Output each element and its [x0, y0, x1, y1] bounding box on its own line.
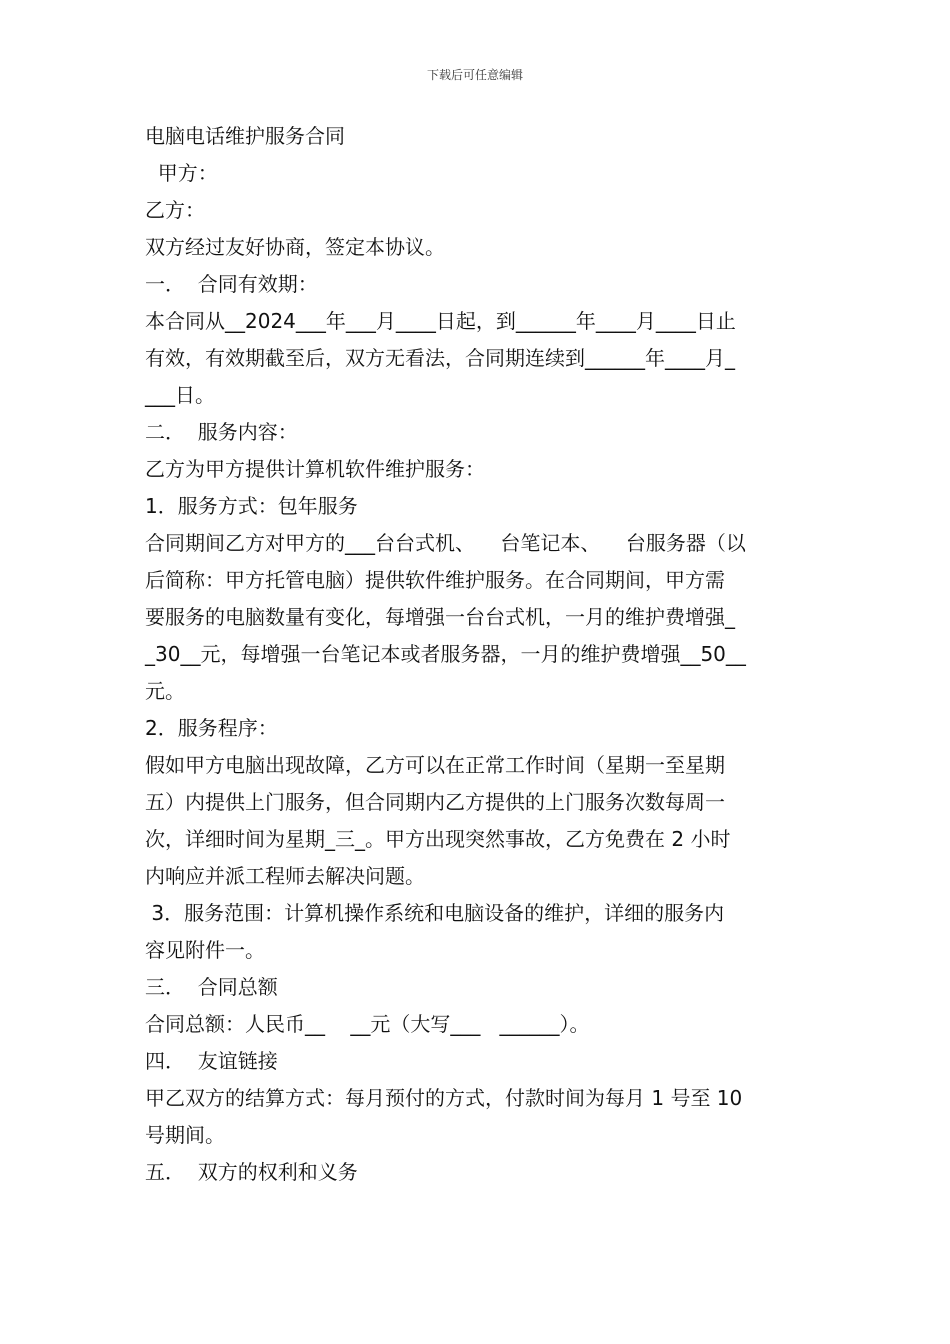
section-5-heading: 五． 双方的权利和义务: [145, 1160, 358, 1184]
section-3-heading: 三． 合同总额: [145, 975, 278, 999]
item-3-line: 3．服务范围：计算机操作系统和电脑设备的维护，详细的服务内: [145, 901, 725, 925]
section-2-intro: 乙方为甲方提供计算机软件维护服务：: [145, 457, 485, 481]
section-3-line: 合同总额：人民币__ __元（大写___ ______）。: [145, 1012, 590, 1036]
item-1-line: 元。: [145, 679, 185, 703]
item-1-heading: 1．服务方式：包年服务: [145, 494, 358, 518]
section-2-heading: 二． 服务内容：: [145, 420, 298, 444]
item-1-line: 后简称：甲方托管电脑）提供软件维护服务。在合同期间，甲方需: [145, 568, 725, 592]
item-3-line: 容见附件一。: [145, 938, 265, 962]
section-4-heading: 四． 友谊链接: [145, 1049, 278, 1073]
party-b-label: 乙方：: [145, 198, 205, 222]
item-1-line: _30__元，每增强一台笔记本或者服务器，一月的维护费增强__50__: [145, 642, 746, 666]
section-1-line: 本合同从__2024___年___月____日起，到______年____月____日止: [145, 309, 736, 333]
item-2-line: 假如甲方电脑出现故障，乙方可以在正常工作时间（星期一至星期: [145, 753, 725, 777]
item-2-line: 内响应并派工程师去解决问题。: [145, 864, 425, 888]
item-1-line: 合同期间乙方对甲方的___台台式机、 台笔记本、 台服务器（以: [145, 531, 746, 555]
item-2-heading: 2．服务程序：: [145, 716, 278, 740]
section-1-line: 有效，有效期截至后，双方无看法，合同期连续到______年____月_: [145, 346, 735, 370]
item-2-line: 五）内提供上门服务，但合同期内乙方提供的上门服务次数每周一: [145, 790, 725, 814]
item-2-line: 次，详细时间为星期_三_。甲方出现突然事故，乙方免费在 2 小时: [145, 827, 731, 851]
page-header-note: 下载后可任意编辑: [426, 68, 523, 82]
section-4-line: 甲乙双方的结算方式：每月预付的方式，付款时间为每月 1 号至 10: [145, 1086, 743, 1110]
section-1-line: ___日。: [145, 383, 215, 407]
item-1-line: 要服务的电脑数量有变化，每增强一台台式机，一月的维护费增强_: [145, 605, 735, 629]
contract-title: 电脑电话维护服务合同: [145, 124, 345, 148]
section-4-line: 号期间。: [145, 1123, 225, 1147]
party-a-label: 甲方：: [145, 161, 218, 185]
contract-document: [145, 118, 810, 1191]
intro-paragraph: 双方经过友好协商，签定本协议。: [145, 235, 445, 259]
section-1-heading: 一． 合同有效期：: [145, 272, 318, 296]
